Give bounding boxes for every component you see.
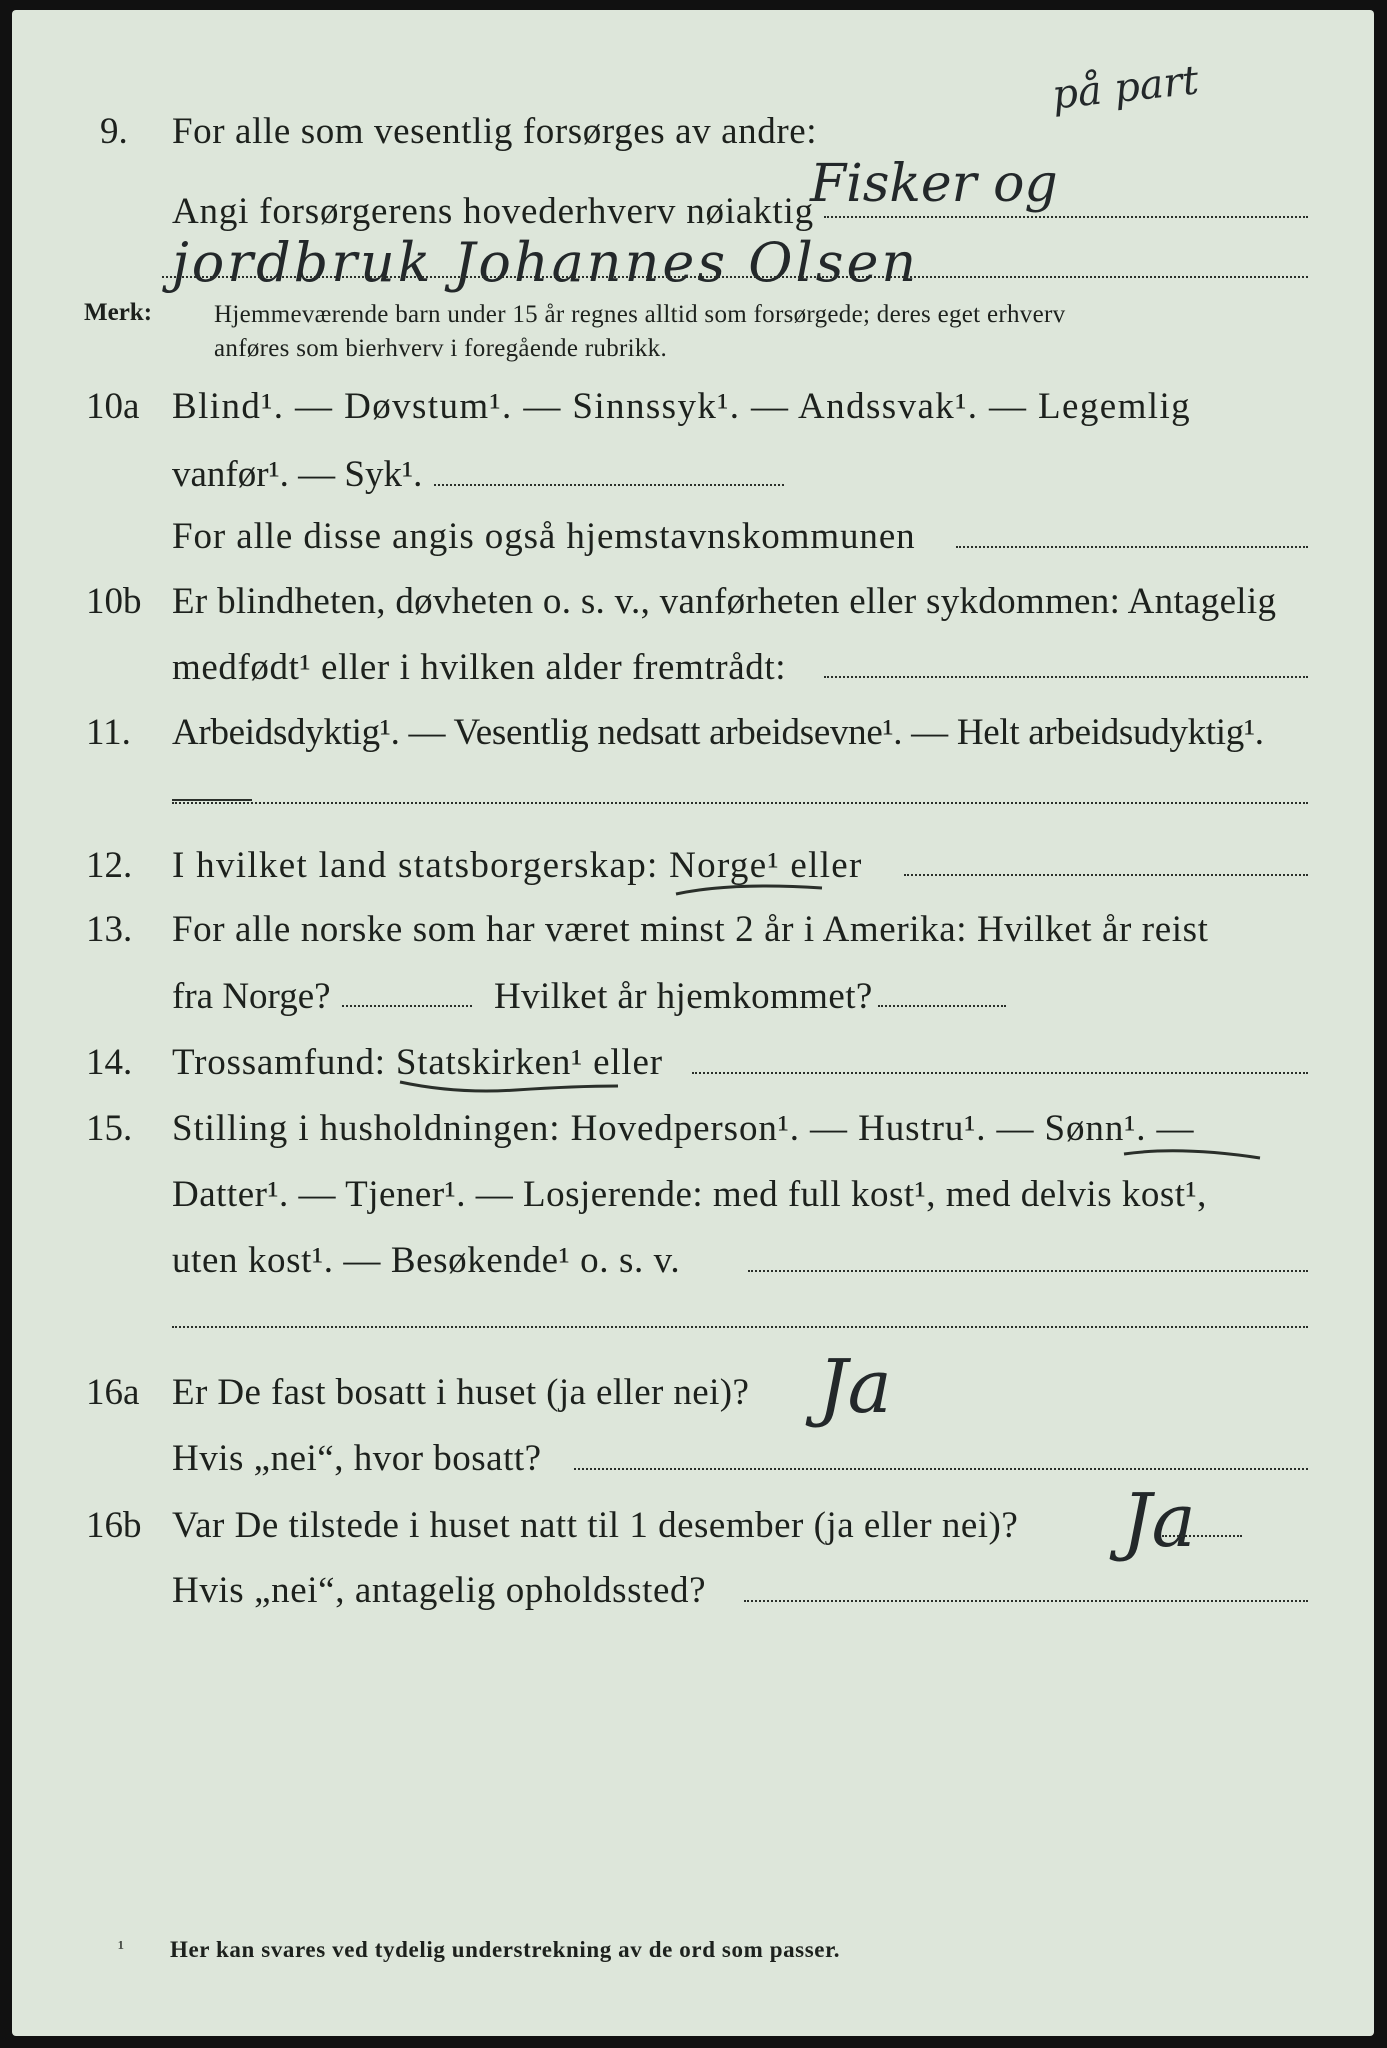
q15-line3: uten kost¹. — Besøkende¹ o. s. v. xyxy=(172,1240,681,1281)
q12-line1: I hvilket land statsborgerskap: Norge¹ eller xyxy=(172,845,863,886)
merk-label: Merk: xyxy=(84,299,153,326)
footnote-mark: ¹ xyxy=(118,1937,124,1959)
q12-number: 12. xyxy=(86,845,133,886)
q9-handwritten-a: Fisker og xyxy=(810,154,1058,214)
q16b-fill-line-2 xyxy=(744,1600,1308,1602)
q16a-number: 16a xyxy=(86,1372,140,1413)
q10a-fill-line-1 xyxy=(434,484,784,486)
q9-handwritten-top: på part xyxy=(1049,57,1201,119)
q15-fill-line-1 xyxy=(748,1270,1308,1272)
q14-number: 14. xyxy=(86,1042,133,1083)
q16b-line2: Hvis „nei“, antagelig opholdssted? xyxy=(172,1570,707,1611)
q13-number: 13. xyxy=(86,909,133,950)
q10a-line3: For alle disse angis også hjemstavnskommunen xyxy=(172,516,916,557)
q13-line2b: Hvilket år hjemkommet? xyxy=(494,976,873,1017)
q16b-line1: Var De tilstede i huset natt til 1 desember (ja eller nei)? xyxy=(172,1505,1019,1546)
q13-line1: For alle norske som har været minst 2 år i Amerika: Hvilket år reist xyxy=(172,909,1209,950)
merk-line1: Hjemmeværende barn under 15 år regnes alltid som forsørgede; deres eget erhverv xyxy=(214,301,1066,328)
q14-fill-line xyxy=(692,1072,1308,1074)
q12-norge-underline xyxy=(672,880,832,900)
q9-line1: For alle som vesentlig forsørges av andre: xyxy=(172,111,818,152)
q9-handwritten-b: jordbruk Johannes Olsen xyxy=(172,231,920,294)
q9-fill-line-1 xyxy=(824,216,1308,218)
q12-fill-line xyxy=(904,874,1308,876)
q13-line2a: fra Norge? xyxy=(172,976,331,1017)
q10b-line1: Er blindheten, døvheten o. s. v., vanførheten eller sykdommen: Antagelig xyxy=(172,581,1277,622)
q15-line2: Datter¹. — Tjener¹. — Losjerende: med full kost¹, med delvis kost¹, xyxy=(172,1174,1207,1215)
merk-line2: anføres som bierhverv i foregående rubrikk. xyxy=(214,335,668,362)
q11-number: 11. xyxy=(86,712,131,753)
q13-fill-line-1 xyxy=(342,1005,472,1007)
census-form-page xyxy=(12,10,1374,2036)
q11-fill-line xyxy=(172,802,1308,804)
q16b-answer: Ja xyxy=(1122,1478,1196,1564)
q9-number: 9. xyxy=(100,111,128,152)
q10a-fill-line-2 xyxy=(956,546,1308,548)
q16b-number: 16b xyxy=(86,1505,142,1546)
q9-line2: Angi forsørgerens hovederhverv nøiaktig xyxy=(172,191,814,232)
q11-line1: Arbeidsdyktig¹. — Vesentlig nedsatt arbeidsevne¹. — Helt arbeidsudyktig¹. xyxy=(172,712,1264,753)
q16b-fill-line-1 xyxy=(1162,1535,1242,1537)
footnote-text: Her kan svares ved tydelig understrekning av de ord som passer. xyxy=(170,1937,841,1962)
q10b-line2: medfødt¹ eller i hvilken alder fremtrådt: xyxy=(172,647,787,688)
q15-line1: Stilling i husholdningen: Hovedperson¹. — Hustru¹. — Sønn¹. — xyxy=(172,1108,1195,1149)
q14-statskirken-underline xyxy=(396,1076,626,1098)
q10b-number: 10b xyxy=(86,581,142,622)
q11-short-rule xyxy=(172,799,252,801)
q10b-fill-line xyxy=(824,676,1308,678)
q13-fill-line-2 xyxy=(878,1005,1006,1007)
q10a-line2: vanfør¹. — Syk¹. xyxy=(172,454,423,495)
q14-line1: Trossamfund: Statskirken¹ eller xyxy=(172,1042,663,1083)
q16a-line1: Er De fast bosatt i huset (ja eller nei)? xyxy=(172,1372,750,1413)
q16a-fill-line xyxy=(574,1468,1308,1470)
q15-sonn-underline xyxy=(1120,1142,1270,1164)
q16a-line2: Hvis „nei“, hvor bosatt? xyxy=(172,1438,542,1479)
q16a-answer: Ja xyxy=(818,1344,892,1430)
q10a-line1: Blind¹. — Døvstum¹. — Sinnssyk¹. — Andssvak¹. — Legemlig xyxy=(172,386,1192,427)
q9-fill-line-2 xyxy=(162,276,1308,278)
q10a-number: 10a xyxy=(86,386,140,427)
q15-number: 15. xyxy=(86,1108,133,1149)
q15-fill-line-2 xyxy=(172,1326,1308,1328)
